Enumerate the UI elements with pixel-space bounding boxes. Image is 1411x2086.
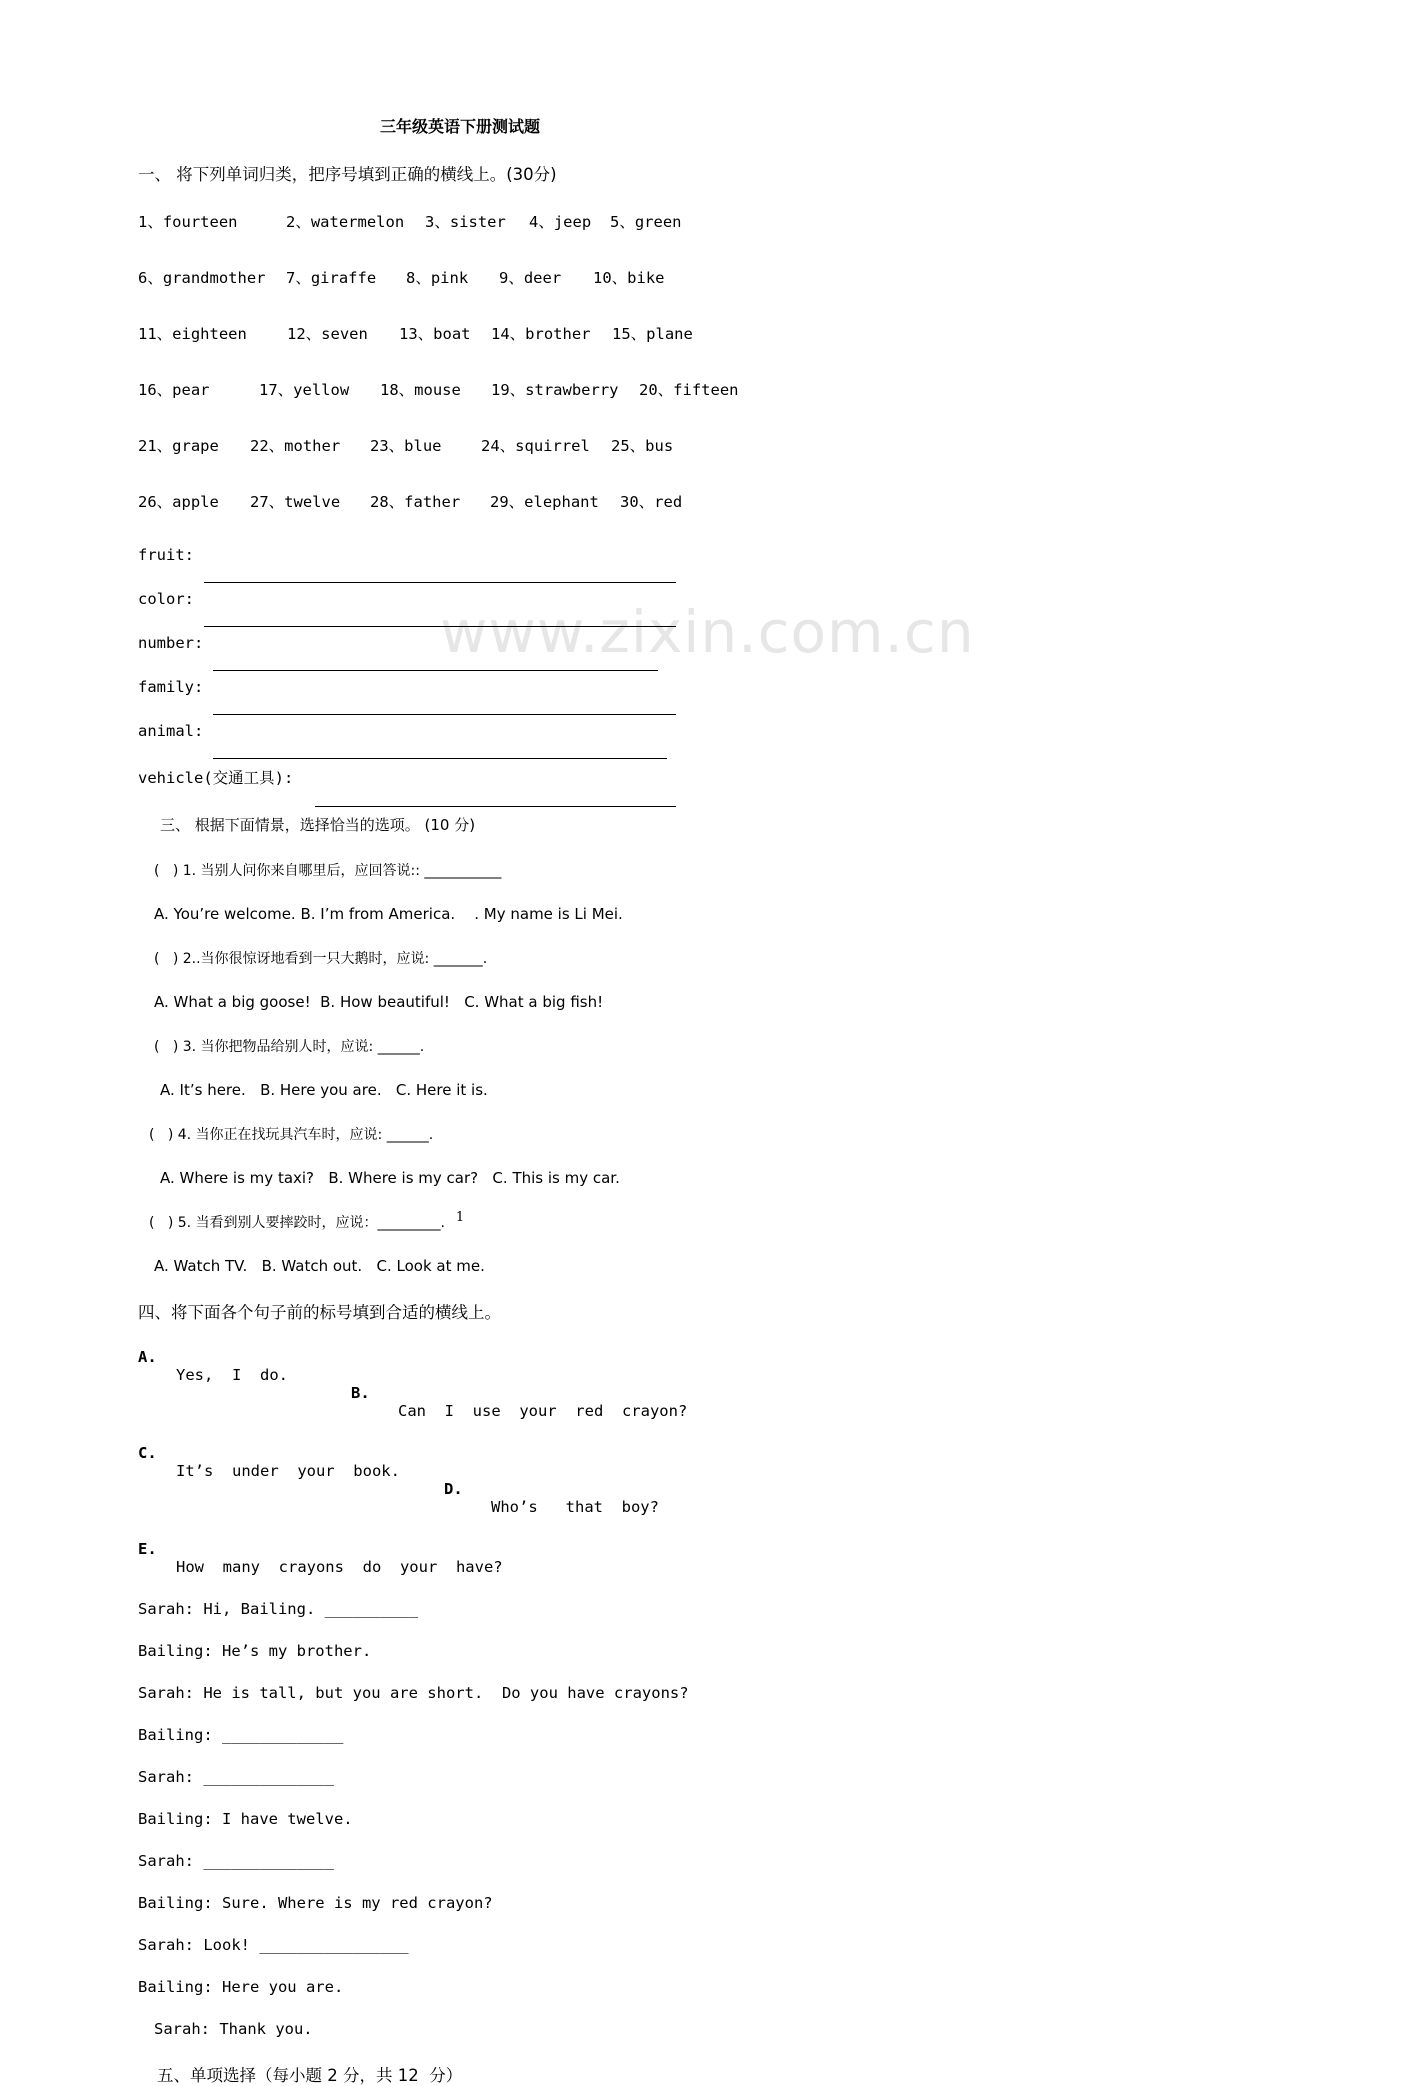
category-label-animal: animal: — [138, 722, 204, 740]
vocab-word: 25、bus — [611, 437, 674, 455]
option-label-d: D. — [444, 1480, 463, 1498]
answer-line-family[interactable] — [213, 713, 676, 715]
vocab-row — [138, 266, 1058, 286]
option-label-b: B. — [351, 1384, 370, 1402]
vocab-word: 20、fifteen — [639, 381, 739, 399]
page-number: 1 — [455, 1210, 465, 1225]
option-label-e: E. — [138, 1540, 157, 1558]
dialogue-line: Bailing: _____________ — [138, 1726, 344, 1744]
vocab-word: 21、grape — [138, 437, 219, 455]
option-text-e: How many crayons do your have? — [176, 1558, 503, 1576]
vocab-word: 4、jeep — [529, 213, 592, 231]
vocab-word: 15、plane — [612, 325, 693, 343]
dialogue-line: Sarah: Hi, Bailing. __________ — [138, 1600, 418, 1618]
dialogue-line: Sarah: ______________ — [138, 1768, 334, 1786]
question-2: ( ) 2..当你很惊讶地看到一只大鹅时，应说: _______. — [154, 951, 488, 967]
vocab-row — [138, 210, 1058, 230]
vocab-row — [138, 322, 1058, 342]
vocab-row — [138, 378, 1058, 398]
watermark: www.zixin.com.cn — [440, 598, 975, 666]
section3-heading: 三、 根据下面情景，选择恰当的选项。 (10 分) — [160, 816, 476, 834]
question-4: ( ) 4. 当你正在找玩具汽车时，应说: ______. — [149, 1127, 434, 1143]
question-2-options: A. What a big goose! B. How beautiful! C. What a big fish! — [154, 993, 604, 1011]
vocab-word: 9、deer — [499, 269, 562, 287]
question-3: ( ) 3. 当你把物品给别人时，应说: ______. — [154, 1039, 425, 1055]
category-label-color: color: — [138, 590, 194, 608]
vocab-word: 22、mother — [250, 437, 341, 455]
vocab-word: 14、brother — [491, 325, 591, 343]
vocab-word: 11、eighteen — [138, 325, 247, 343]
vocab-word: 12、seven — [287, 325, 368, 343]
vocab-word: 10、bike — [593, 269, 665, 287]
option-label-a: A. — [138, 1348, 157, 1366]
vocab-word: 6、grandmother — [138, 269, 266, 287]
option-label-c: C. — [138, 1444, 157, 1462]
vocab-row — [138, 490, 1058, 510]
vocab-word: 30、red — [620, 493, 683, 511]
answer-line-number[interactable] — [213, 669, 658, 671]
vocab-word: 2、watermelon — [286, 213, 405, 231]
vocab-word: 19、strawberry — [491, 381, 619, 399]
question-3-options: A. It’s here. B. Here you are. C. Here it is. — [160, 1081, 488, 1099]
dialogue-line: Sarah: ______________ — [138, 1852, 334, 1870]
section4-heading: 四、将下面各个句子前的标号填到合适的横线上。 — [138, 1303, 501, 1322]
dialogue-line: Bailing: Here you are. — [138, 1978, 344, 1996]
vocab-word: 3、sister — [425, 213, 506, 231]
vocab-word: 17、yellow — [259, 381, 350, 399]
category-label-fruit: fruit: — [138, 546, 194, 564]
vocab-word: 29、elephant — [490, 493, 599, 511]
category-label-vehicle: vehicle(交通工具): — [138, 769, 294, 787]
dialogue-line: Bailing: He’s my brother. — [138, 1642, 372, 1660]
question-1: ( ) 1. 当别人问你来自哪里后，应回答说:: ___________ — [154, 863, 502, 879]
vocab-word: 5、green — [610, 213, 682, 231]
dialogue-line: Bailing: Sure. Where is my red crayon? — [138, 1894, 493, 1912]
vocab-row — [138, 434, 1058, 454]
question-5: ( ) 5. 当看到别人要摔跤时，应说：_________. — [149, 1215, 445, 1231]
option-text-d: Who’s that boy? — [491, 1498, 659, 1516]
vocab-word: 23、blue — [370, 437, 442, 455]
vocab-word: 16、pear — [138, 381, 210, 399]
vocab-word: 24、squirrel — [481, 437, 590, 455]
dialogue-line: Bailing: I have twelve. — [138, 1810, 353, 1828]
section5-heading: 五、单项选择（每小题 2 分，共 12 分） — [157, 2066, 463, 2085]
vocab-word: 28、father — [370, 493, 461, 511]
answer-line-color[interactable] — [204, 625, 676, 627]
question-4-options: A. Where is my taxi? B. Where is my car? C. This is my car. — [160, 1169, 620, 1187]
vocab-word: 27、twelve — [250, 493, 341, 511]
answer-line-vehicle[interactable] — [315, 805, 676, 807]
option-text-b: Can I use your red crayon? — [398, 1402, 688, 1420]
question-5-options: A. Watch TV. B. Watch out. C. Look at me. — [154, 1257, 485, 1275]
vocab-word: 18、mouse — [380, 381, 461, 399]
question-1-options: A. You’re welcome. B. I’m from America. . My name is Li Mei. — [154, 905, 623, 923]
vocab-word: 1、fourteen — [138, 213, 238, 231]
vocab-word: 13、boat — [399, 325, 471, 343]
dialogue-line: Sarah: He is tall, but you are short. Do you have crayons? — [138, 1684, 689, 1702]
option-text-a: Yes, I do. — [176, 1366, 288, 1384]
page-title: 三年级英语下册测试题 — [379, 117, 540, 136]
section1-heading: 一、 将下列单词归类，把序号填到正确的横线上。(30分) — [138, 165, 557, 184]
vocab-word: 26、apple — [138, 493, 219, 511]
vocab-word: 7、giraffe — [286, 269, 377, 287]
answer-line-fruit[interactable] — [204, 581, 676, 583]
vocab-word: 8、pink — [406, 269, 469, 287]
category-label-family: family: — [138, 678, 204, 696]
category-label-number: number: — [138, 634, 204, 652]
answer-line-animal[interactable] — [213, 757, 667, 759]
option-text-c: It’s under your book. — [176, 1462, 400, 1480]
dialogue-line: Sarah: Look! ________________ — [138, 1936, 409, 1954]
dialogue-line: Sarah: Thank you. — [154, 2020, 313, 2038]
